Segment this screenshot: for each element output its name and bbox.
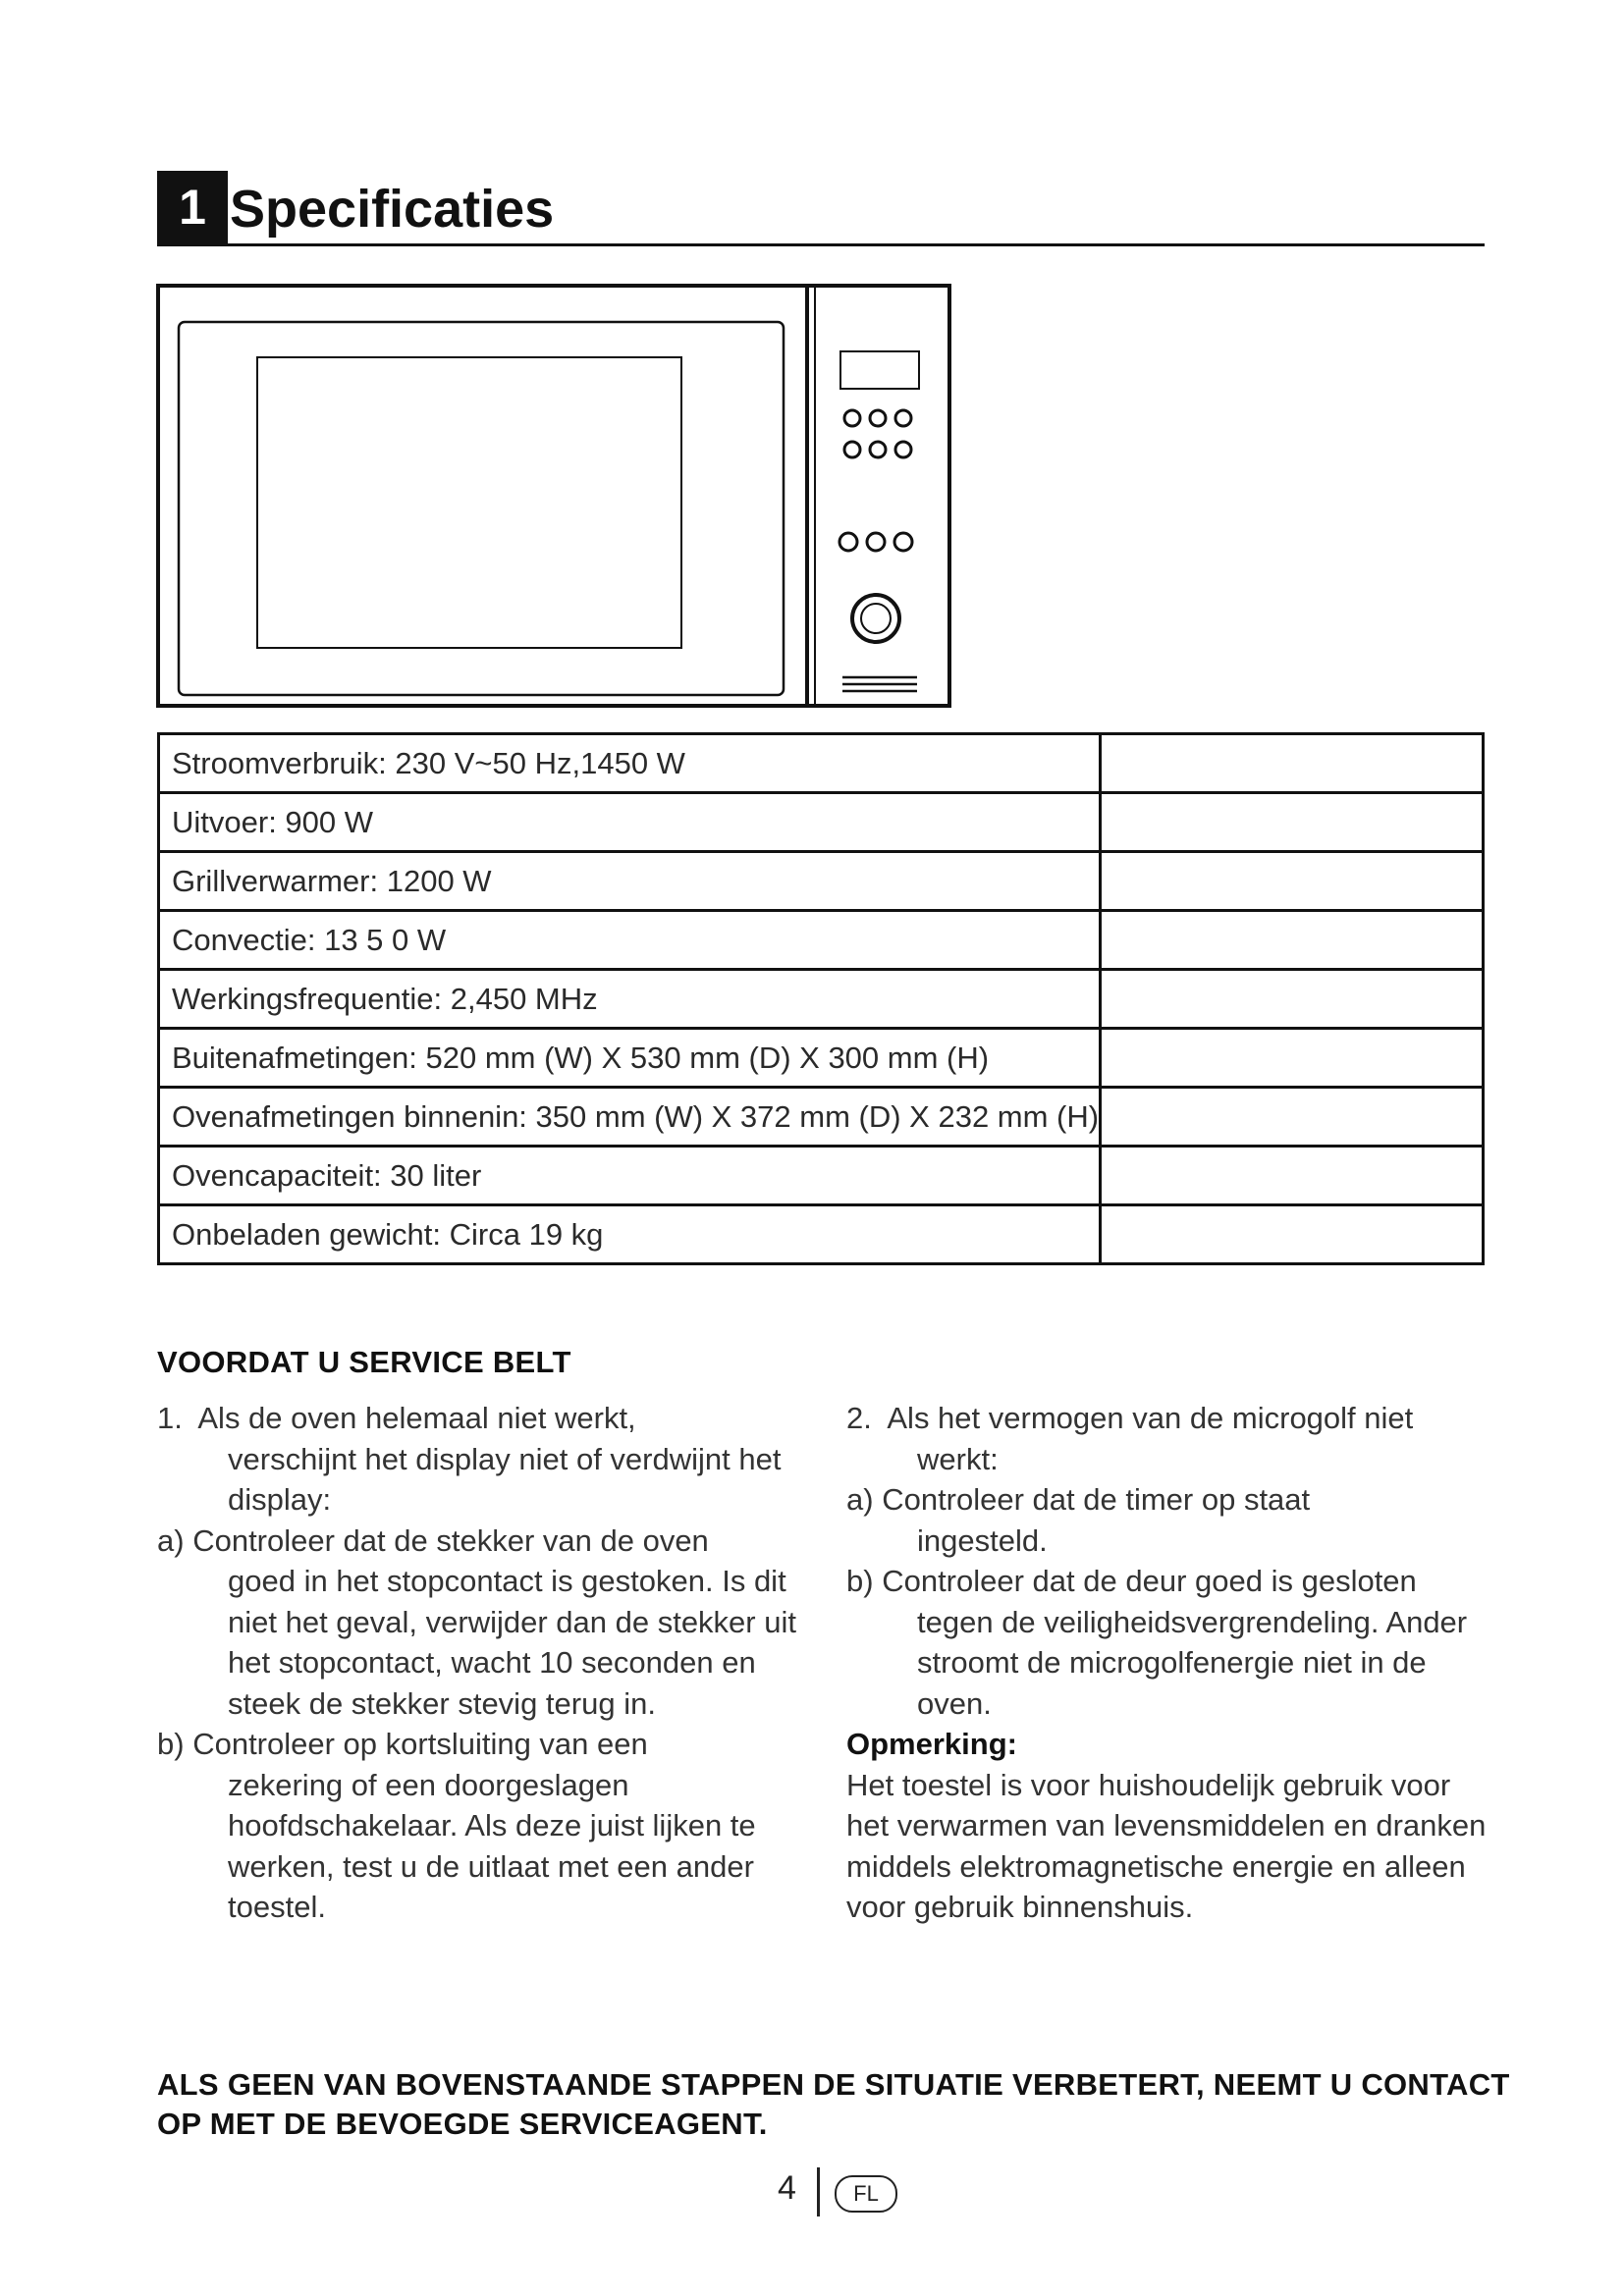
list-item <box>846 1398 1494 1439</box>
dial-knob-icon <box>852 595 899 642</box>
spec-empty-cell <box>1101 1088 1484 1147</box>
footer-divider <box>817 2167 820 2216</box>
list-item <box>157 1398 805 1439</box>
table-row <box>159 970 1484 1029</box>
display-icon <box>840 351 919 389</box>
list-item <box>846 1479 1494 1521</box>
spec-text: Ovenafmetingen binnenin: 350 mm (W) X 372 mm (D) X 232 mm (H) <box>172 1098 1100 1134</box>
spec-empty-cell <box>1101 1147 1484 1205</box>
item-continuation: zekering of een doorgeslagen hoofdschakelaar. Als deze juist lijken te werken, test u de uitlaat met een ander toestel. <box>228 1767 756 1924</box>
table-row <box>159 1088 1484 1147</box>
spec-empty-cell <box>1101 793 1484 852</box>
item-label: a) <box>846 1482 874 1517</box>
table-row <box>159 1029 1484 1088</box>
item-label: b) <box>846 1564 874 1598</box>
table-row <box>159 734 1484 793</box>
item-continuation: verschijnt het display niet of verdwijnt het display: <box>228 1441 782 1517</box>
table-row <box>159 793 1484 852</box>
item-continuation: ingesteld. <box>917 1522 1048 1558</box>
button-icon <box>867 533 885 551</box>
list-item <box>157 1724 805 1765</box>
item-continuation: tegen de veiligheidsvergrendeling. Ander stroomt de microgolfenergie niet in de oven. <box>917 1604 1468 1721</box>
button-icon <box>870 410 886 426</box>
microwave-window <box>257 357 681 648</box>
table-row <box>159 911 1484 970</box>
spec-cell: Stroomverbruik: 230 V~50 Hz,1450 W <box>159 734 1101 793</box>
item-text: Controleer dat de deur goed is gesloten <box>882 1564 1417 1598</box>
item-label: a) <box>157 1522 185 1558</box>
item-text: Controleer dat de timer op staat <box>882 1482 1311 1517</box>
spec-table <box>157 732 1485 1265</box>
page-number: 4 <box>778 2169 796 2207</box>
item-text: Controleer dat de stekker van de oven <box>192 1522 709 1558</box>
spec-cell <box>159 1029 1101 1088</box>
item-label: b) <box>157 1727 185 1761</box>
note-text: Het toestel is voor huishoudelijk gebruik voor het verwarmen van levensmiddelen en dranken middels elektromagnetische energie en alleen voor gebruik binnenshuis. <box>846 1767 1487 1924</box>
spec-cell: Grillverwarmer: 1200 W <box>159 852 1101 911</box>
microwave-illustration <box>155 283 952 711</box>
note-label: Opmerking: <box>846 1727 1017 1761</box>
section-number-badge: 1 <box>157 171 228 243</box>
button-icon <box>894 533 912 551</box>
microwave-door <box>179 322 784 695</box>
service-left-column <box>157 1398 805 1928</box>
table-row <box>159 1205 1484 1264</box>
spec-cell <box>159 1088 1101 1147</box>
spec-empty-cell <box>1101 970 1484 1029</box>
spec-cell: Ovencapaciteit: 30 liter <box>159 1147 1101 1205</box>
spec-cell: Convectie: 13 5 0 W <box>159 911 1101 970</box>
item-text: Als de oven helemaal niet werkt, <box>197 1401 636 1435</box>
spec-cell: Uitvoer: 900 W <box>159 793 1101 852</box>
spec-empty-cell <box>1101 911 1484 970</box>
page-title: Specificaties <box>230 180 555 239</box>
service-right-column <box>846 1398 1494 1928</box>
table-row <box>159 1147 1484 1205</box>
spec-text: Buitenafmetingen: 520 mm (W) X 530 mm (D) X 300 mm (H) <box>172 1040 990 1075</box>
spec-empty-cell <box>1101 1029 1484 1088</box>
list-item <box>846 1561 1494 1602</box>
button-icon <box>839 533 857 551</box>
button-icon <box>844 410 860 426</box>
list-item <box>157 1521 805 1562</box>
item-number: 2. <box>846 1401 872 1435</box>
item-text: Controleer op kortsluiting van een <box>192 1727 648 1761</box>
spec-cell: Werkingsfrequentie: 2,450 MHz <box>159 970 1101 1029</box>
button-icon <box>895 410 911 426</box>
title-underline <box>157 243 1485 246</box>
button-icon <box>844 442 860 457</box>
spec-empty-cell <box>1101 852 1484 911</box>
item-text: Als het vermogen van de microgolf niet <box>887 1401 1414 1435</box>
button-icon <box>895 442 911 457</box>
spec-cell: Onbeladen gewicht: Circa 19 kg <box>159 1205 1101 1264</box>
spec-empty-cell <box>1101 734 1484 793</box>
microwave-body <box>158 286 949 706</box>
item-number: 1. <box>157 1401 183 1435</box>
item-continuation: werkt: <box>917 1441 999 1476</box>
spec-empty-cell <box>1101 1205 1484 1264</box>
service-heading: VOORDAT U SERVICE BELT <box>157 1345 571 1379</box>
table-row <box>159 852 1484 911</box>
button-icon <box>870 442 886 457</box>
language-badge: FL <box>835 2175 897 2213</box>
final-notice: ALS GEEN VAN BOVENSTAANDE STAPPEN DE SITUATIE VERBETERT, NEEMT U CONTACT OP MET DE BEVOEGDE SERVICEAGENT. <box>157 2067 1510 2141</box>
item-continuation: goed in het stopcontact is gestoken. Is dit niet het geval, verwijder dan de stekker uit het stopcontact, wacht 10 seconden en steek de stekker stevig terug in. <box>228 1564 796 1721</box>
